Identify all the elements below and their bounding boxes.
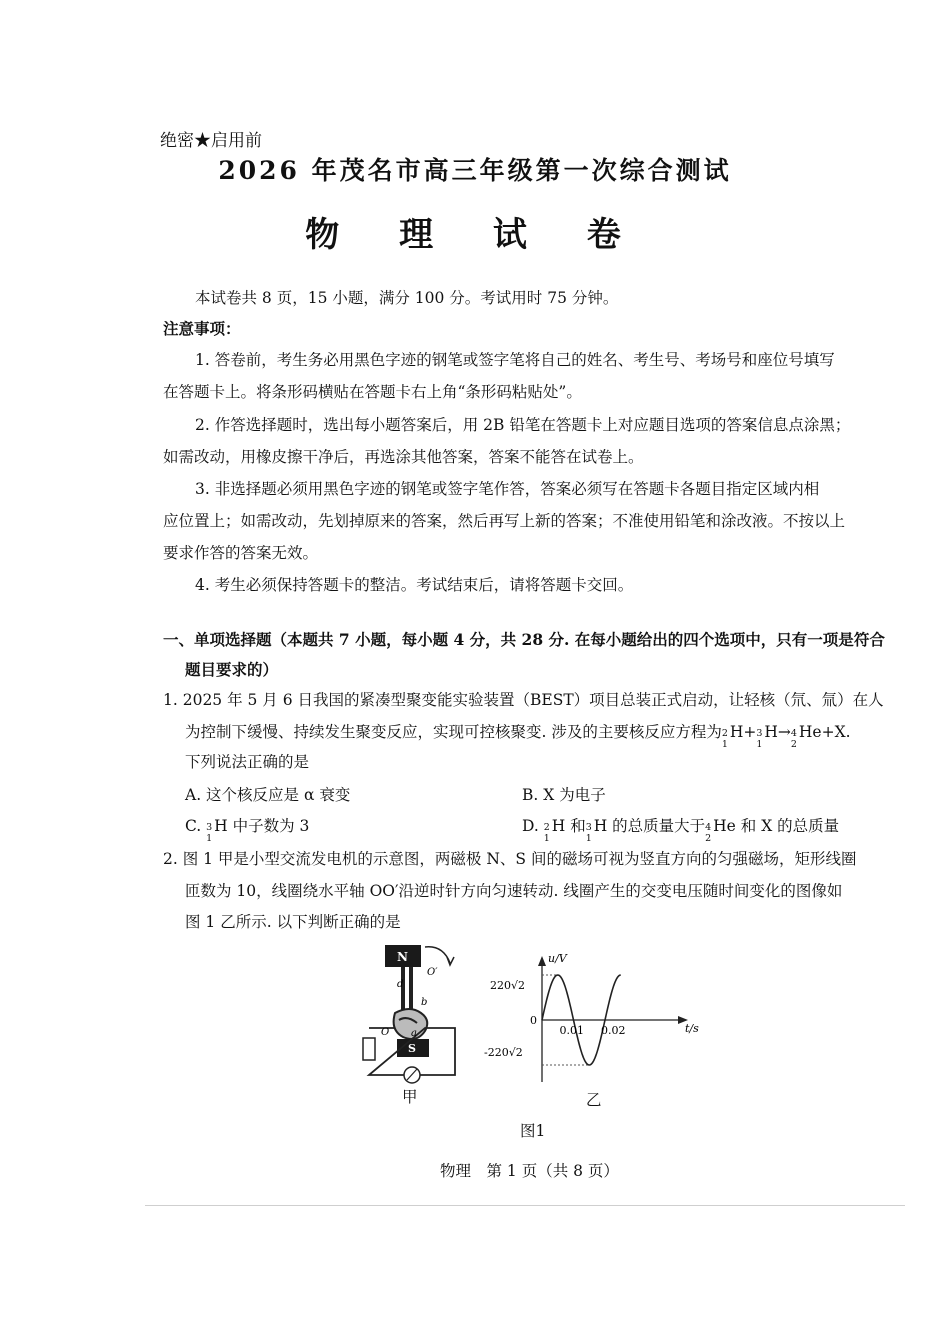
notice-line: 在答题卡上。将条形码横贴在答题卡右上角“条形码粘贴处”。	[163, 383, 582, 401]
secret-label: 绝密★启用前	[160, 131, 262, 151]
label-o: O	[381, 1027, 390, 1038]
q1-question: 下列说法正确的是	[185, 753, 310, 771]
q2-stem-line2: 匝数为 10，线圈绕水平轴 OO′沿逆时针方向匀速转动. 线圈产生的交变电压随时间变化的图像如	[185, 882, 843, 900]
label-o-prime: O′	[427, 967, 438, 978]
label-a: a	[411, 1028, 417, 1039]
page-footer: 物理 第 1 页（共 8 页）	[440, 1162, 619, 1180]
figure-caption: 图1	[520, 1122, 546, 1140]
notice-title: 注意事项：	[163, 319, 241, 338]
label-b: b	[421, 997, 428, 1008]
right-figure-caption: 乙	[586, 1091, 602, 1109]
q1-option-c[interactable]: C. 3 1 H 中子数为 3	[185, 817, 310, 844]
y-axis-label: u/V	[548, 952, 567, 965]
q1-stem-line2: 为控制下缓慢、持续发生聚变反应，实现可控核聚变. 涉及的主要核反应方程为 2 1 H+ 3 1 H→ 4 2 He+X.	[185, 723, 851, 750]
notice-line: 应位置上；如需改动，先划掉原来的答案，然后再写上新的答案；不准使用铅笔和涂改液。不按以上	[163, 512, 846, 530]
q1-option-a[interactable]: A. 这个核反应是 α 衰变	[185, 786, 351, 804]
q1-option-b[interactable]: B. X 为电子	[522, 786, 606, 804]
pole-n-label: N	[397, 950, 408, 964]
intro-text: 本试卷共 8 页，15 小题，满分 100 分。考试用时 75 分钟。	[195, 289, 619, 307]
x-tick-label: 0.01	[559, 1024, 584, 1037]
y-min-label: -220√2	[484, 1046, 523, 1059]
q2-stem: 2. 图 1 甲是小型交流发电机的示意图，两磁极 N、S 间的磁场可视为竖直方向的匀强磁场，矩形线圈	[163, 850, 857, 868]
generator-diagram	[355, 935, 475, 1095]
x-tick-label: 0.02	[601, 1024, 626, 1037]
pole-s-label: S	[408, 1042, 416, 1055]
notice-line: 3. 非选择题必须用黑色字迹的钢笔或签字笔作答，答案必须写在答题卡各题目指定区域内相	[195, 480, 820, 498]
y-max-label: 220√2	[490, 979, 526, 992]
footer-rule	[145, 1205, 905, 1206]
notice-line: 如需改动，用橡皮擦干净后，再选涂其他答案，答案不能答在试卷上。	[163, 448, 644, 466]
exam-title: 2026 年茂名市高三年级第一次综合测试	[218, 156, 732, 185]
origin-label: 0	[530, 1014, 537, 1027]
left-figure-caption: 甲	[402, 1088, 418, 1106]
notice-line: 4. 考生必须保持答题卡的整洁。考试结束后，请将答题卡交回。	[195, 576, 634, 594]
x-axis-label: t/s	[685, 1022, 699, 1035]
section-heading-cont: 题目要求的）	[185, 660, 279, 679]
notice-line: 1. 答卷前，考生务必用黑色字迹的钢笔或签字笔将自己的姓名、考生号、考场号和座位号填写	[195, 351, 835, 369]
section-heading: 一、单项选择题（本题共 7 小题，每小题 4 分，共 28 分. 在每小题给出的四个选项中，只有一项是符合	[163, 630, 885, 649]
voltage-time-chart	[480, 950, 705, 1090]
notice-line: 要求作答的答案无效。	[163, 544, 319, 562]
label-d: d	[397, 979, 404, 990]
q1-option-d[interactable]: D. 2 1 H 和 3 1 H 的总质量大于 4 2 He 和 X 的总质量	[522, 817, 840, 844]
q1-stem: 1. 2025 年 5 月 6 日我国的紧凑型聚变能实验装置（BEST）项目总装正式启动，让轻核（氘、氚）在人	[163, 691, 884, 709]
q2-stem-line3: 图 1 乙所示. 以下判断正确的是	[185, 913, 401, 931]
subject-title: 物 理 试 卷	[305, 215, 645, 255]
notice-line: 2. 作答选择题时，选出每小题答案后，用 2B 铅笔在答题卡上对应题目选项的答案信息点涂黑；	[195, 416, 851, 434]
